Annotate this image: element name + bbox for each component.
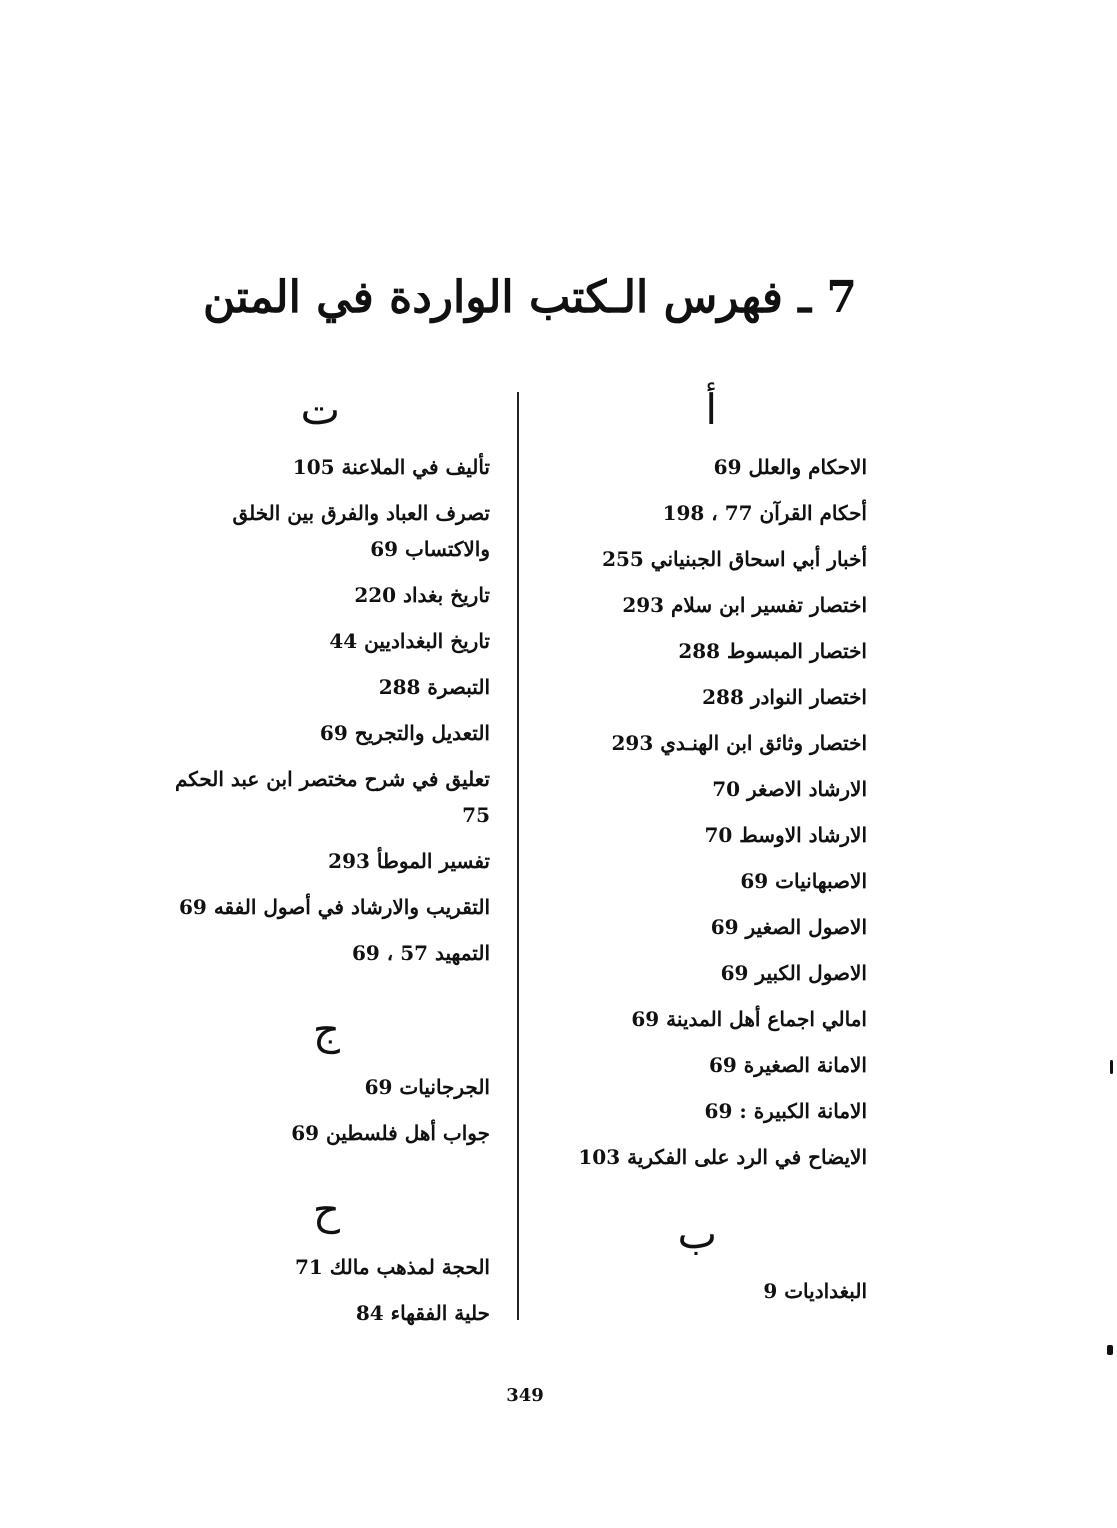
index-entry: اختصار المبسوط 288 <box>678 639 867 663</box>
index-entry: الاصول الكبير 69 <box>720 961 867 985</box>
index-entry: الاحكام والعلل 69 <box>713 455 867 479</box>
section-letter: أ <box>705 385 717 434</box>
index-entry: التعديل والتجريح 69 <box>319 721 490 745</box>
index-entry: تفسير الموطأ 293 <box>328 849 490 873</box>
index-entry: أحكام القرآن 77 ، 198 <box>662 501 867 525</box>
index-entry: تاريخ البغداديين 44 <box>329 629 490 653</box>
index-column-left <box>150 380 490 1336</box>
index-entry: تعليق في شرح مختصر ابن عبد الحكم 75 <box>174 767 490 827</box>
index-section-alif <box>537 380 867 1180</box>
index-entry: جواب أهل فلسطين 69 <box>291 1121 490 1145</box>
column-divider <box>517 392 519 1320</box>
index-entry: التبصرة 288 <box>378 675 490 699</box>
index-entry: اختصار تفسير ابن سلام 293 <box>622 593 867 617</box>
index-column-right <box>537 380 867 1314</box>
index-entry: امالي اجماع أهل المدينة 69 <box>631 1007 867 1031</box>
section-letter: ج <box>312 1005 340 1054</box>
index-section-ha <box>150 1180 490 1336</box>
index-entry: حلية الفقهاء 84 <box>355 1301 490 1325</box>
index-section-jim <box>150 1000 490 1156</box>
index-entry: التمهيد 57 ، 69 <box>351 941 490 965</box>
index-entry: البغداديات 9 <box>763 1279 867 1303</box>
page-number: 349 <box>506 1385 544 1406</box>
index-entry: الاصبهانيات 69 <box>740 869 867 893</box>
index-entry: التقريب والارشاد في أصول الفقه 69 <box>179 895 490 919</box>
index-entry: الاصول الصغير 69 <box>710 915 867 939</box>
section-letter: ب <box>677 1209 717 1258</box>
section-letter: ت <box>300 385 340 434</box>
index-entry: تاريخ بغداد 220 <box>354 583 490 607</box>
index-entry: الايضاح في الرد على الفكرية 103 <box>578 1145 867 1169</box>
index-entry: الجرجانيات 69 <box>364 1075 490 1099</box>
index-entry: الحجة لمذهب مالك 71 <box>294 1255 490 1279</box>
index-entry: أخبار أبي اسحاق الجبنياني 255 <box>602 547 867 571</box>
index-section-ba <box>537 1204 867 1314</box>
scan-speck <box>1107 1345 1113 1355</box>
index-entry: الارشاد الاوسط 70 <box>704 823 867 847</box>
scan-speck <box>1110 1060 1113 1074</box>
index-section-ta <box>150 380 490 976</box>
index-entry: تأليف في الملاعنة 105 <box>292 455 490 479</box>
section-letter: ح <box>312 1185 340 1234</box>
index-entry: الارشاد الاصغر 70 <box>712 777 867 801</box>
index-entry: اختصار النوادر 288 <box>702 685 867 709</box>
page-title: 7 ـ فهرس الـكتب الواردة في المتن <box>202 272 858 323</box>
index-entry: الامانة الصغيرة 69 <box>708 1053 867 1077</box>
index-entry: الامانة الكبيرة : 69 <box>704 1099 867 1123</box>
index-entry: اختصار وثائق ابن الهنـدي 293 <box>611 731 867 755</box>
index-entry: تصرف العباد والفرق بين الخلق والاكتساب 69 <box>232 501 490 561</box>
